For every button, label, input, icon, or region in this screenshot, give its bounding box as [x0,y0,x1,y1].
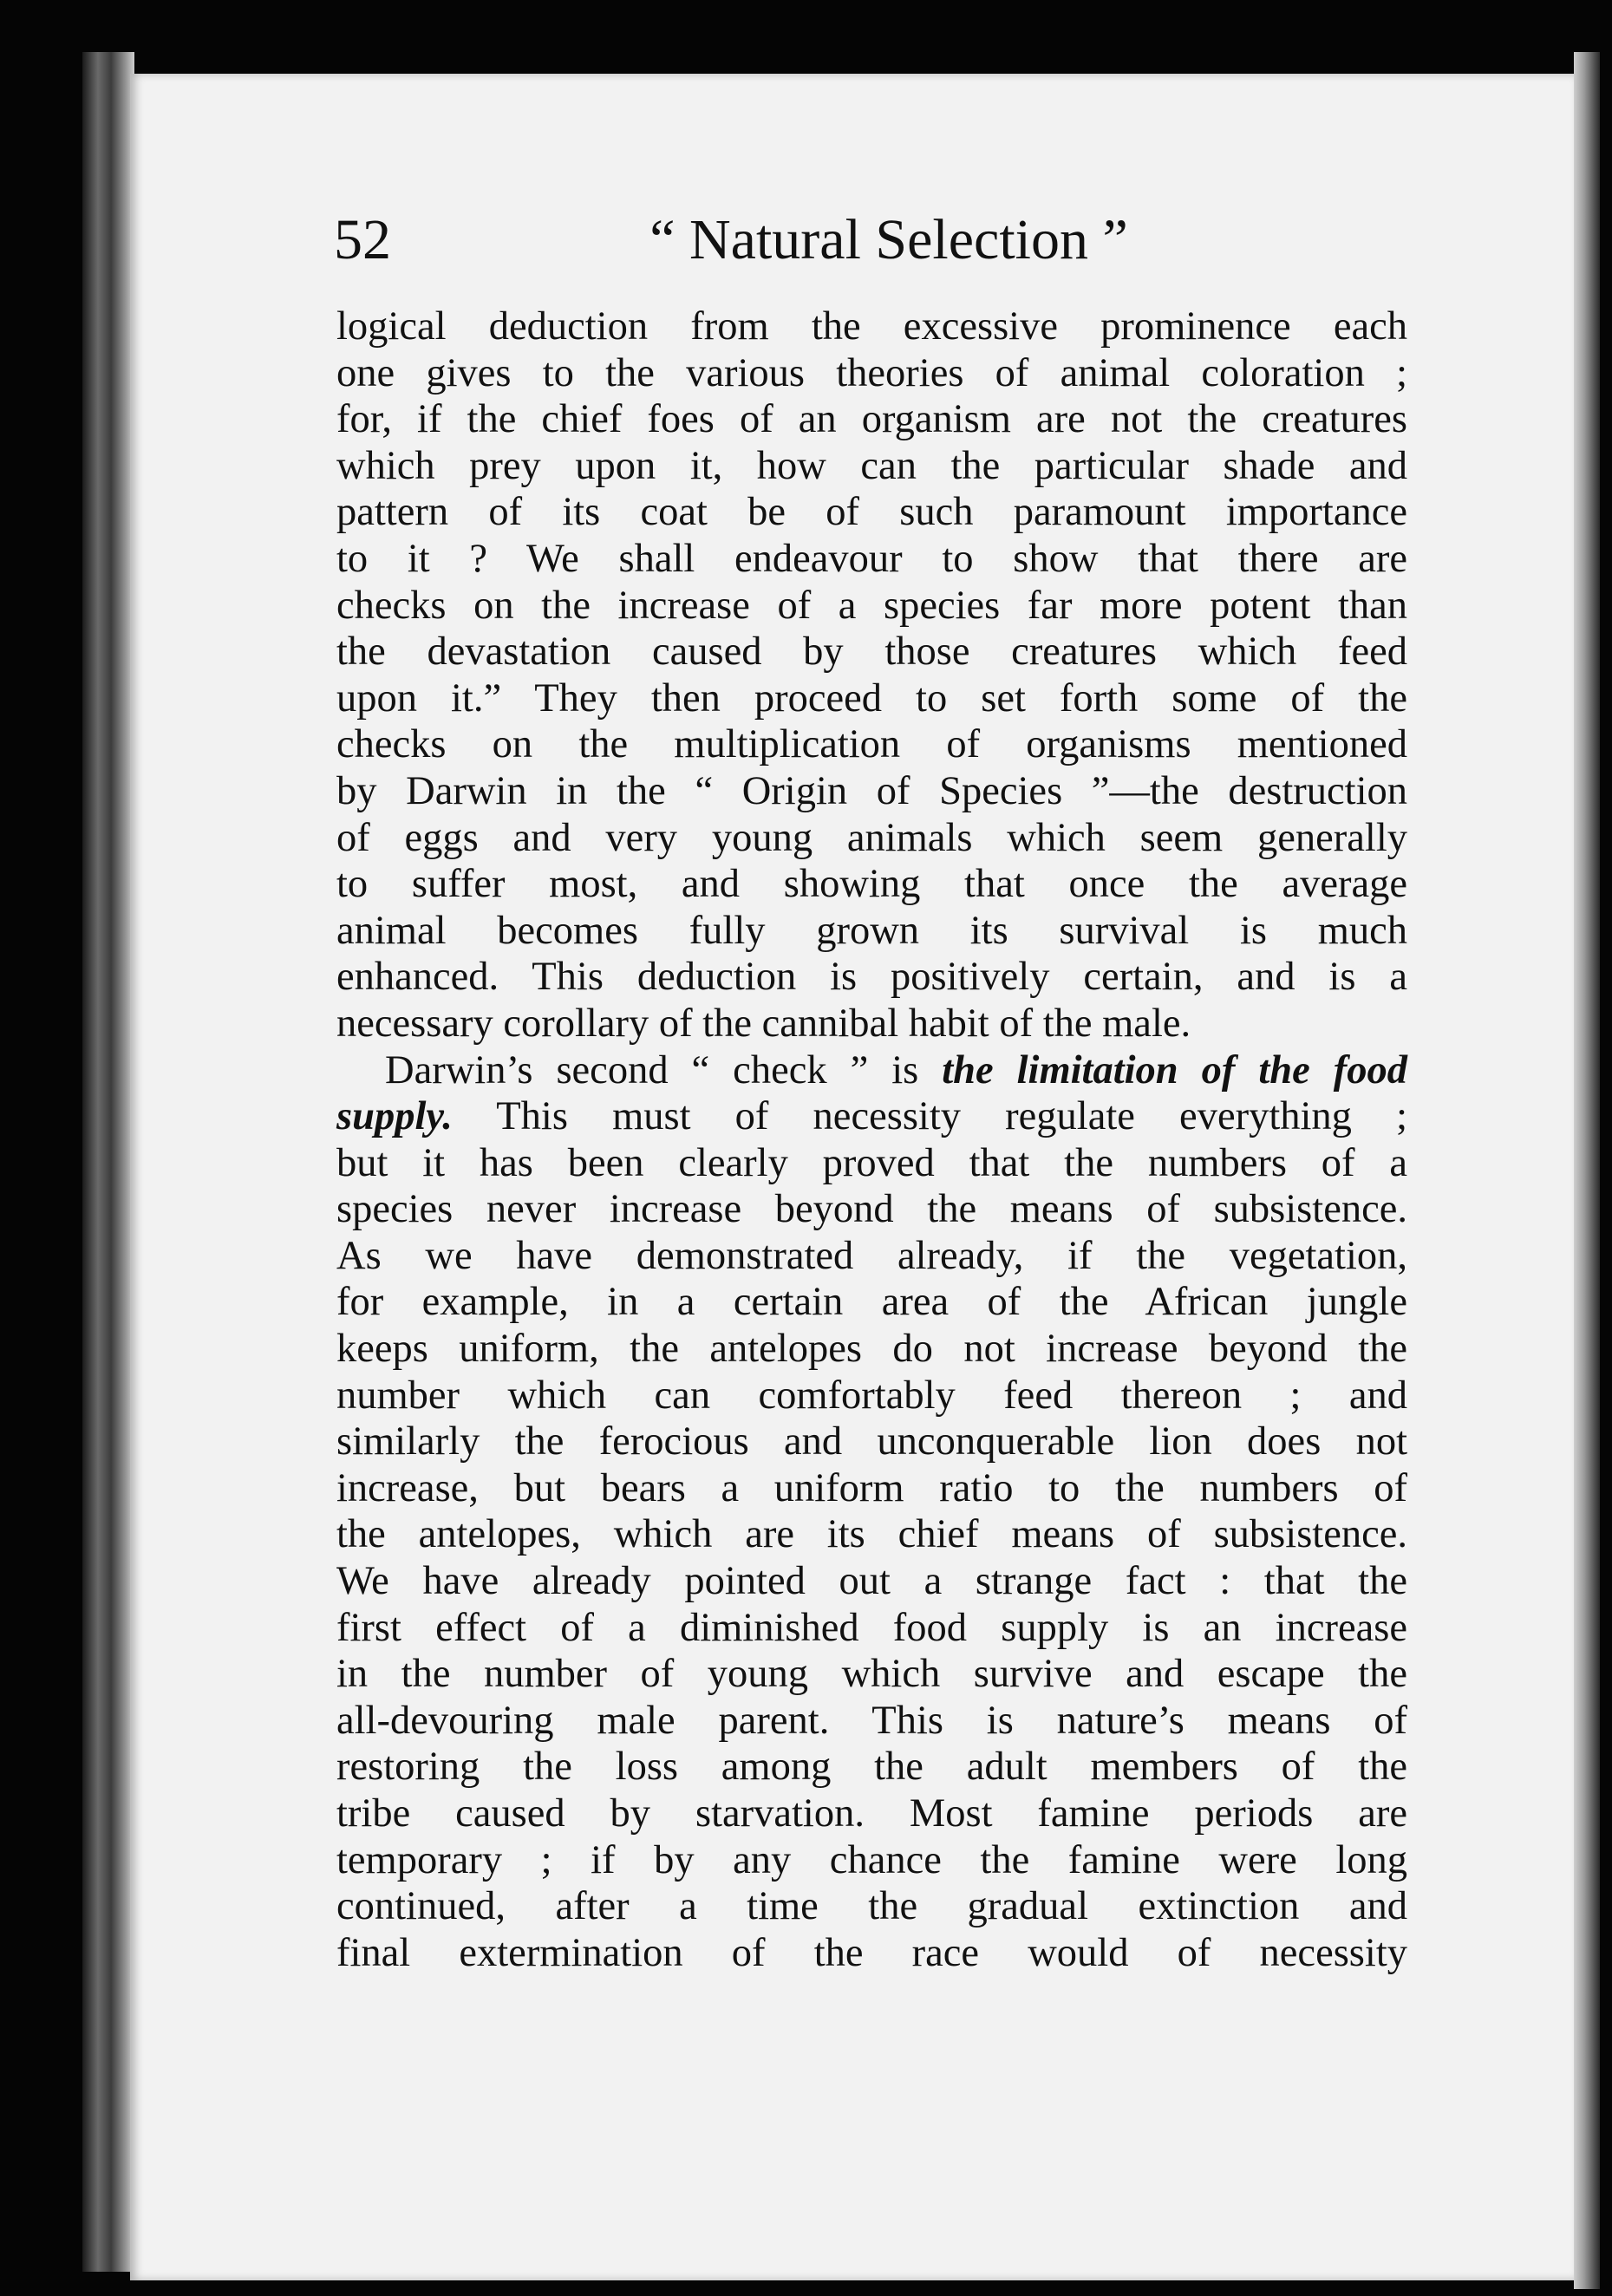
text-line: keeps uniform, the antelopes do not increase beyond the [336,1327,1407,1372]
body-text [336,303,1407,1976]
book-spine [82,52,134,2272]
text-line: pattern of its coat be of such paramount importance [336,490,1407,535]
text-line: number which can comfortably feed thereon ; and [336,1373,1407,1418]
page-edge [1574,52,1600,2289]
text-line: for example, in a certain area of the African jungle [336,1280,1407,1325]
text-line: by Darwin in the “ Origin of Species ”—the destruction [336,768,1407,813]
paragraph-2 [336,1047,1407,1977]
text-line: all-devouring male parent. This is nature’s means of [336,1698,1407,1743]
paragraph-1 [336,303,1407,1047]
text-line: but it has been clearly proved that the numbers of a [336,1140,1407,1185]
italic-text: the limitation of the food [942,1047,1407,1093]
text-line: restoring the loss among the adult members of the [336,1745,1407,1790]
text-line: checks on the multiplication of organisms mentioned [336,722,1407,767]
text-line: We have already pointed out a strange fact : that the [336,1559,1407,1604]
text-line: for, if the chief foes of an organism are not the creatures [336,397,1407,442]
italic-text: supply. [336,1094,453,1139]
text-line: final extermination of the race would of necessity [336,1930,1407,1975]
text-line: logical deduction from the excessive prominence each [336,304,1407,349]
text-segment: Darwin’s second “ check ” is [385,1047,943,1093]
text-line: of eggs and very young animals which seem generally [336,815,1407,860]
text-line [336,1093,1407,1140]
text-line: the devastation caused by those creatures which feed [336,629,1407,675]
text-line: enhanced. This deduction is positively certain, and is a [336,955,1407,1000]
text-line: the antelopes, which are its chief means of subsistence. [336,1512,1407,1557]
text-line: increase, but bears a uniform ratio to the numbers of [336,1465,1407,1510]
page-number: 52 [334,208,391,271]
text-line: similarly the ferocious and unconquerable lion does not [336,1419,1407,1464]
text-line: continued, after a time the gradual extinction and [336,1884,1407,1929]
text-line: necessary corollary of the cannibal habit of the male. [336,1001,1191,1046]
text-line: temporary ; if by any chance the famine were long [336,1837,1407,1882]
text-line: to suffer most, and showing that once the average [336,862,1407,907]
text-line: tribe caused by starvation. Most famine periods are [336,1791,1407,1836]
text-line: first effect of a diminished food supply is an increase [336,1605,1407,1650]
text-line: As we have demonstrated already, if the vegetation, [336,1233,1407,1278]
text-line: to it ? We shall endeavour to show that there are [336,536,1407,581]
text-line: one gives to the various theories of animal coloration ; [336,350,1407,395]
text-segment: This must of necessity regulate everything ; [452,1094,1407,1139]
running-head: “ Natural Selection ” [649,208,1128,271]
text-line [336,1047,1407,1094]
text-line: upon it.” They then proceed to set forth some of the [336,675,1407,721]
text-line: in the number of young which survive and escape the [336,1652,1407,1697]
page-header [334,201,1444,279]
text-line: which prey upon it, how can the particular shade and [336,443,1407,488]
text-line: checks on the increase of a species far more potent than [336,583,1407,628]
text-line: species never increase beyond the means of subsistence. [336,1187,1407,1232]
text-line: animal becomes fully grown its survival is much [336,908,1407,953]
